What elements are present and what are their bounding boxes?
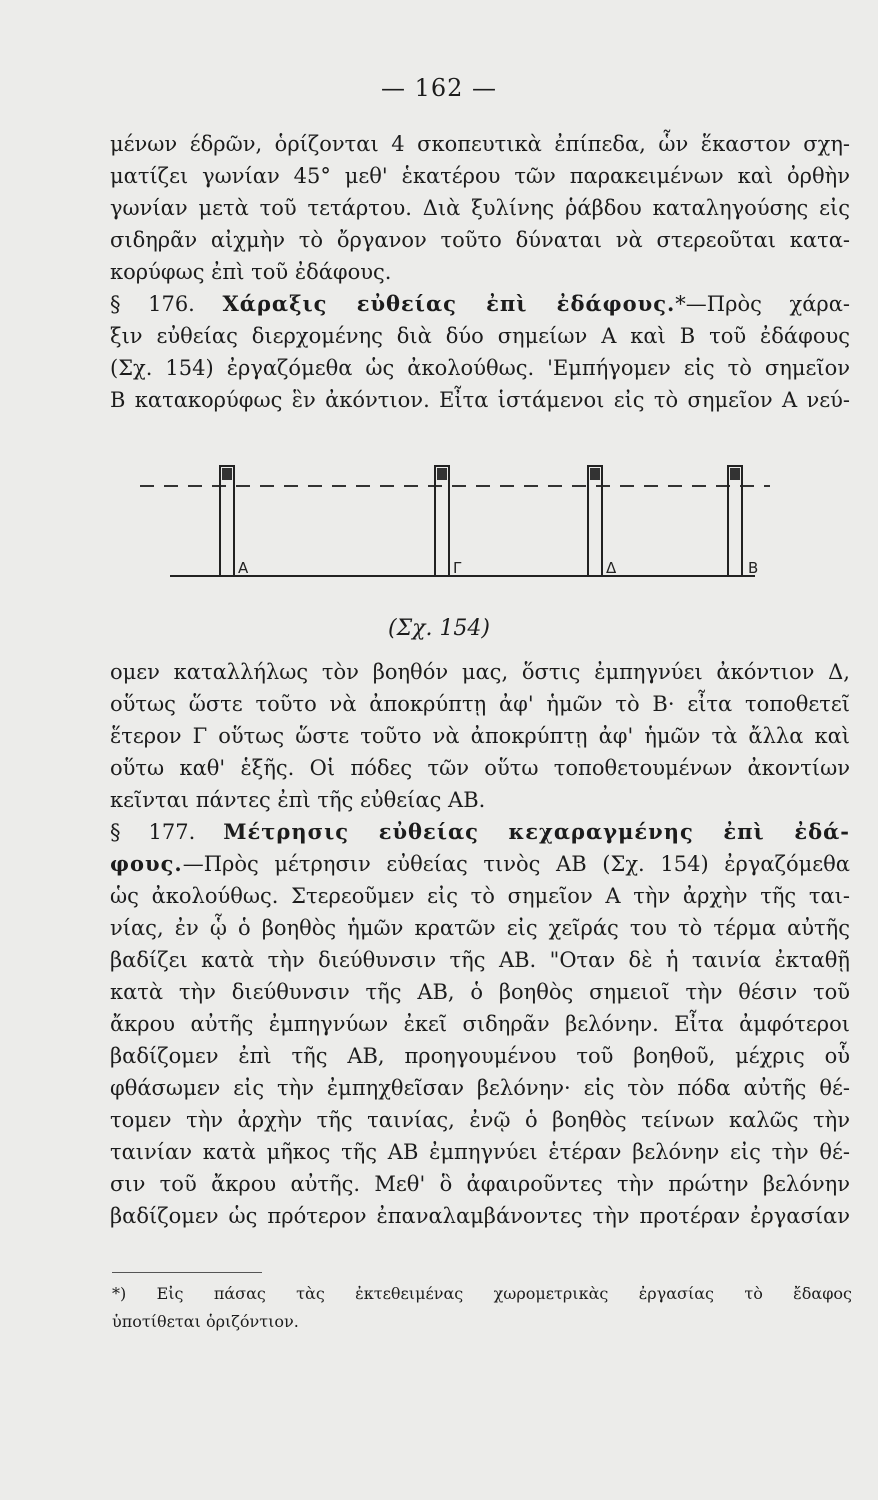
text-line: μένων έδρῶν, ὁρίζονται 4 σκοπευτικὰ ἐπίπεδα, ὧν ἕκαστον σχη- <box>110 132 850 156</box>
pole-a <box>220 466 234 576</box>
text-line: ματίζει γωνίαν 45° μεθ' ἑκατέρου τῶν παρακειμένων καὶ ὀρθὴν <box>110 164 850 188</box>
text-line: ταινίαν κατὰ μῆκος τῆς ΑΒ ἐμπηγνύει ἑτέραν βελόνην εἰς τὴν θέ- <box>110 1140 850 1164</box>
text-line: Β κατακορύφως ἓν ἀκόντιον. Εἶτα ἱστάμενοι εἰς τὸ σημεῖον Α νεύ- <box>110 388 850 412</box>
text-line: βαδίζει κατὰ τὴν διεύθυνσιν τῆς ΑΒ. "Οταν δὲ ἡ ταινία ἐκταθῇ <box>110 948 850 972</box>
footnote-line: ὑποτίθεται ὁριζόντιον. <box>112 1312 299 1331</box>
figure-caption: (Σχ. 154) <box>387 616 491 641</box>
section-176-first-line <box>110 288 850 320</box>
text-line: κεῖνται πάντες ἐπὶ τῆς εὐθείας ΑΒ. <box>110 788 486 812</box>
text-line: ξιν εὐθείας διερχομένης διὰ δύο σημείων Α καὶ Β τοῦ ἐδάφους <box>110 324 850 348</box>
section-text: *—Πρὸς χάρα- <box>675 292 850 316</box>
section-heading-cont: φους. <box>110 851 183 876</box>
text-line: κατὰ τὴν διεύθυνσιν τῆς ΑΒ, ὁ βοηθὸς σημειοῖ τὴν θέσιν τοῦ <box>110 980 850 1004</box>
text-line: φθάσωμεν εἰς τὴν ἐμπηχθεῖσαν βελόνην· εἰς τὸν πόδα αὐτῆς θέ- <box>110 1076 850 1100</box>
section-heading: Μέτρησις εὐθείας κεχαραγμένης ἐπὶ ἐδά- <box>223 819 850 844</box>
text-line: οὕτως ὥστε τοῦτο νὰ ἀποκρύπτῃ ἀφ' ἡμῶν τὸ Β· εἶτα τοποθετεῖ <box>110 692 850 716</box>
footnote <box>112 1280 852 1336</box>
text-line: ὡς ἀκολούθως. Στερεοῦμεν εἰς τὸ σημεῖον Α τὴν ἀρχὴν τῆς ται- <box>110 884 850 908</box>
text-block-bottom <box>110 656 850 1232</box>
pole-gamma <box>435 466 449 576</box>
footnote-rule <box>112 1272 262 1273</box>
text-line: κορύφως ἐπὶ τοῦ ἐδάφους. <box>110 260 392 284</box>
pole-delta <box>588 466 602 576</box>
text-line: ἕτερον Γ οὕτως ὥστε τοῦτο νὰ ἀποκρύπτῃ ἀφ' ἡμῶν τὰ ἄλλα καὶ <box>110 724 850 748</box>
text-line: (Σχ. 154) ἐργαζόμεθα ὡς ἀκολούθως. 'Εμπήγομεν εἰς τὸ σημεῖον <box>110 356 850 380</box>
section-text: —Πρὸς μέτρησιν εὐθείας τινὸς ΑΒ (Σχ. 154) ἐργαζόμεθα <box>182 852 850 876</box>
text-line: βαδίζομεν ἐπὶ τῆς ΑΒ, προηγουμένου τοῦ βοηθοῦ, μέχρις οὗ <box>110 1044 850 1068</box>
pole-b <box>728 466 742 576</box>
label-delta: Δ <box>606 559 617 577</box>
footnote-line: *) Εἰς πάσας τὰς ἐκτεθειμένας χωρομετρικὰς ἐργασίας τὸ ἔδαφος <box>112 1284 852 1303</box>
section-number: § 177. <box>110 820 196 844</box>
section-177-second-line <box>110 848 850 880</box>
text-block-top <box>110 128 850 416</box>
section-177-first-line <box>110 816 850 848</box>
ranging-poles-diagram <box>130 440 780 610</box>
section-heading: Χάραξις εὐθείας ἐπὶ ἐδάφους. <box>222 291 676 316</box>
text-line: ομεν καταλλήλως τὸν βοηθόν μας, ὅστις ἐμπηγνύει ἀκόντιον Δ, <box>110 660 850 684</box>
label-gamma: Γ <box>453 559 462 577</box>
text-line: τομεν τὴν ἀρχὴν τῆς ταινίας, ἐνῷ ὁ βοηθὸς τείνων καλῶς τὴν <box>110 1108 850 1132</box>
label-a: Α <box>238 559 249 577</box>
text-line: οὕτω καθ' ἑξῆς. Οἱ πόδες τῶν οὕτω τοποθετουμένων ἀκοντίων <box>110 756 850 780</box>
text-line: γωνίαν μετὰ τοῦ τετάρτου. Διὰ ξυλίνης ῥάβδου καταληγούσης εἰς <box>110 196 850 220</box>
text-line: νίας, ἐν ᾧ ὁ βοηθὸς ἡμῶν κρατῶν εἰς χεῖράς του τὸ τέρμα αὐτῆς <box>110 916 850 940</box>
text-line: σιδηρᾶν αἰχμὴν τὸ ὄργανον τοῦτο δύναται νὰ στερεοῦται κατα- <box>110 228 850 252</box>
figure-154 <box>130 440 780 610</box>
text-line: σιν τοῦ ἄκρου αὐτῆς. Μεθ' ὃ ἀφαιροῦντες τὴν πρώτην βελόνην <box>110 1172 850 1196</box>
text-line: βαδίζομεν ὡς πρότερον ἐπαναλαμβάνοντες τὴν προτέραν ἐργασίαν <box>110 1204 850 1228</box>
section-number: § 176. <box>110 292 195 316</box>
page-number: — 162 — <box>380 74 498 102</box>
label-b: Β <box>748 559 759 577</box>
text-line: ἄκρου αὐτῆς ἐμπηγνύων ἐκεῖ σιδηρᾶν βελόνην. Εἶτα ἀμφότεροι <box>110 1012 850 1036</box>
